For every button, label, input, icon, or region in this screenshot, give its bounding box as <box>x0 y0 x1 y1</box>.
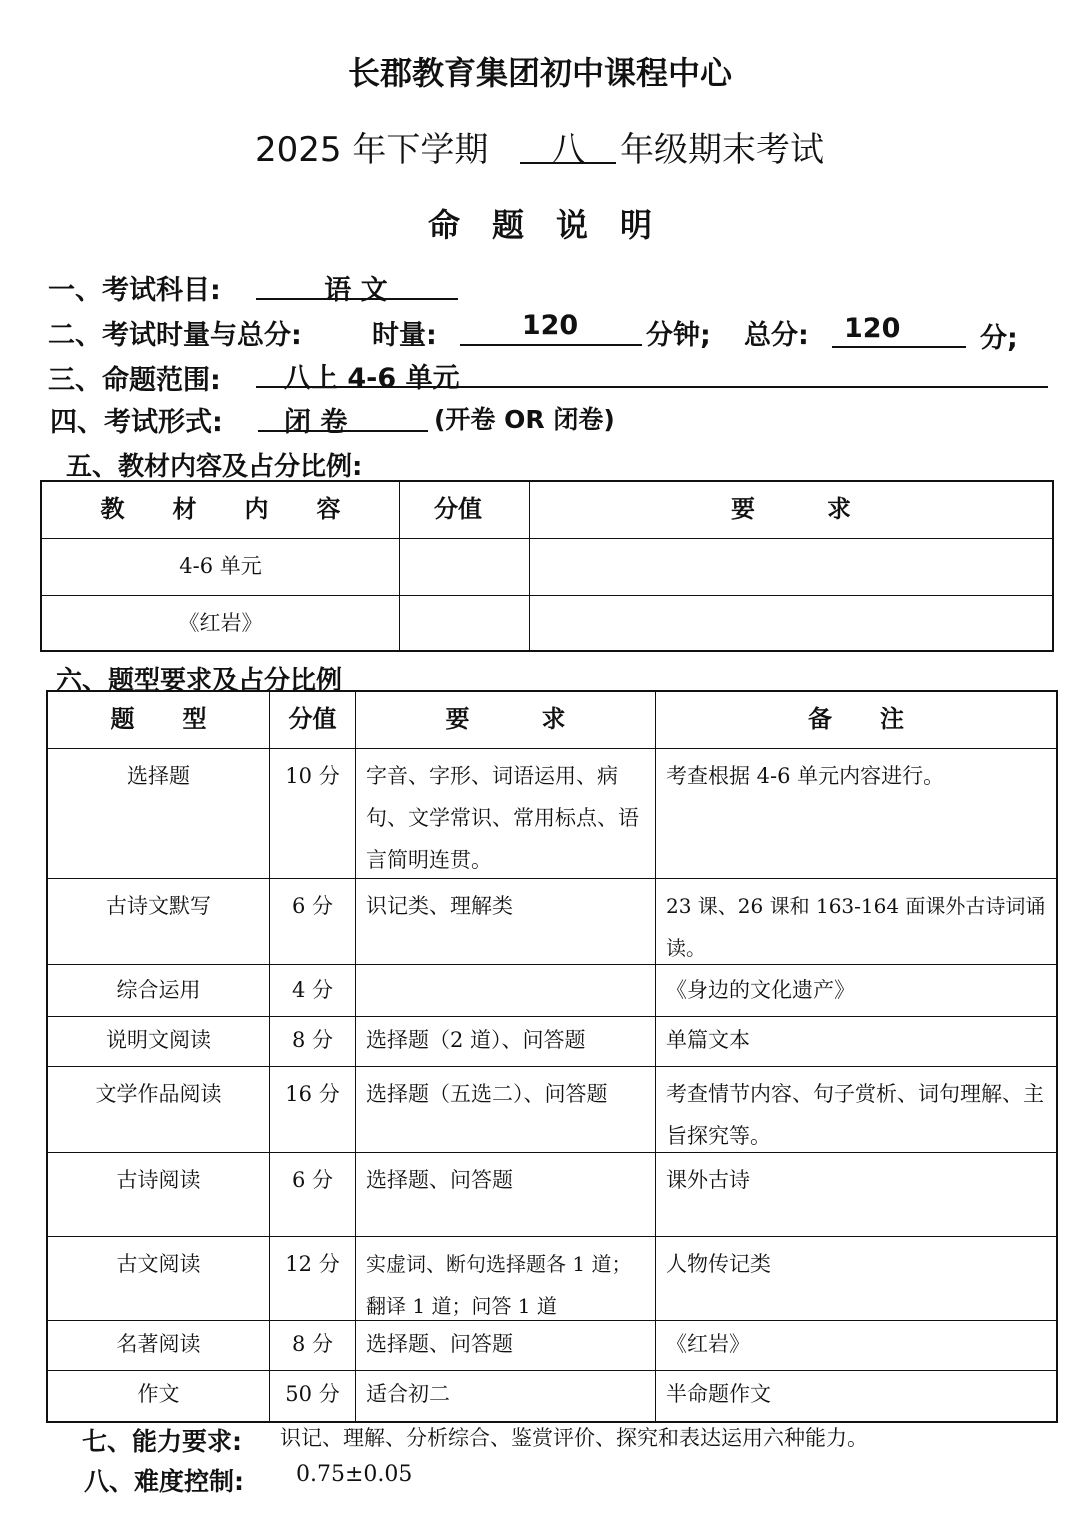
scope-label: 三、命题范围: <box>48 365 221 396</box>
ability-text: 识记、理解、分析综合、鉴赏评价、探究和表达运用六种能力。 <box>280 1426 868 1450</box>
row-requirement: 实虚词、断句选择题各 1 道；翻译 1 道；问答 1 道 <box>356 1237 656 1320</box>
total-value: 120 <box>844 313 901 344</box>
form-note: (开卷 OR 闭卷) <box>434 405 615 434</box>
score-unit: 分; <box>980 323 1018 354</box>
duration-value: 120 <box>521 310 579 341</box>
question-table-header <box>48 692 1056 749</box>
row-content: 《红岩》 <box>42 596 400 650</box>
header-score: 分值 <box>270 692 356 748</box>
row-score: 10 分 <box>270 749 356 878</box>
row-requirement <box>530 539 1052 595</box>
duration-underline <box>460 344 642 346</box>
grade-value: 八 <box>551 130 585 170</box>
row-note: 半命题作文 <box>666 1382 771 1406</box>
form-value: 闭 卷 <box>284 407 348 438</box>
table-row <box>48 1017 1056 1067</box>
header-requirement: 要 求 <box>356 692 656 748</box>
table-row <box>48 1153 1056 1237</box>
subject-underline <box>256 298 458 300</box>
row-type: 综合运用 <box>48 965 270 1016</box>
minutes-unit: 分钟; <box>646 320 711 351</box>
row-note: 《红岩》 <box>666 1332 750 1356</box>
table-row <box>48 749 1056 879</box>
row-requirement: 适合初二 <box>356 1371 656 1421</box>
table-row <box>48 965 1056 1017</box>
row-note: 人物传记类 <box>666 1252 771 1276</box>
content-table-header <box>42 482 1052 539</box>
table-row <box>48 879 1056 965</box>
row-type: 文学作品阅读 <box>48 1067 270 1152</box>
row-note: 考查情节内容、句子赏析、词句理解、主旨探究等。 <box>666 1082 1044 1148</box>
row-note: 23 课、26 课和 163-164 面课外古诗词诵读。 <box>666 894 1046 960</box>
table-row <box>48 1371 1056 1421</box>
row-score: 4 分 <box>270 965 356 1016</box>
table-row <box>48 1237 1056 1321</box>
scope-value: 八上 4-6 单元 <box>284 363 460 394</box>
content-table <box>40 480 1054 652</box>
section5-title: 五、教材内容及占分比例: <box>66 452 363 482</box>
row-requirement: 选择题、问答题 <box>356 1153 656 1236</box>
row-type: 选择题 <box>48 749 270 878</box>
header-score: 分值 <box>400 482 530 538</box>
row-note: 课外古诗 <box>666 1168 750 1192</box>
time-label: 二、考试时量与总分: <box>48 320 302 351</box>
duration-label: 时量: <box>372 320 437 351</box>
row-type: 古文阅读 <box>48 1237 270 1320</box>
subject-value: 语 文 <box>324 275 388 306</box>
table-row <box>48 1067 1056 1153</box>
row-requirement: 字音、字形、词语运用、病句、文学常识、常用标点、语言简明连贯。 <box>356 749 656 878</box>
row-score: 12 分 <box>270 1237 356 1320</box>
row-requirement: 识记类、理解类 <box>356 879 656 964</box>
row-type: 名著阅读 <box>48 1321 270 1370</box>
row-requirement <box>530 596 1052 650</box>
row-score <box>400 596 530 650</box>
question-type-table <box>46 690 1058 1423</box>
difficulty-label: 八、难度控制: <box>84 1467 244 1496</box>
form-label: 四、考试形式: <box>50 407 223 438</box>
exam-prefix: 2025 年下学期 <box>255 130 489 170</box>
doc-title: 命 题 说 明 <box>427 206 652 244</box>
row-type: 作文 <box>48 1371 270 1421</box>
header-content: 教 材 内 容 <box>42 482 400 538</box>
header-requirement: 要 求 <box>731 495 851 523</box>
ability-label: 七、能力要求: <box>82 1427 242 1456</box>
table-row <box>48 1321 1056 1371</box>
exam-suffix: 年级期末考试 <box>620 130 824 170</box>
row-note: 《身边的文化遗产》 <box>666 978 855 1002</box>
row-score: 50 分 <box>270 1371 356 1421</box>
form-underline <box>258 430 428 432</box>
subject-label: 一、考试科目: <box>48 275 221 306</box>
scope-underline <box>256 386 1048 388</box>
row-score: 6 分 <box>270 1153 356 1236</box>
total-underline <box>832 346 966 348</box>
table-row <box>42 596 1052 650</box>
org-title: 长郡教育集团初中课程中心 <box>347 54 732 92</box>
row-score <box>400 539 530 595</box>
row-score: 8 分 <box>270 1017 356 1066</box>
header-note: 备 注 <box>808 705 904 733</box>
row-score: 16 分 <box>270 1067 356 1152</box>
row-type: 说明文阅读 <box>48 1017 270 1066</box>
row-type: 古诗阅读 <box>48 1153 270 1236</box>
table-row <box>42 539 1052 596</box>
row-note: 单篇文本 <box>666 1028 750 1052</box>
difficulty-text: 0.75±0.05 <box>296 1462 413 1487</box>
grade-underline <box>520 162 616 164</box>
row-requirement <box>356 965 656 1016</box>
section6-title: 六、题型要求及占分比例 <box>56 666 343 696</box>
row-note: 考查根据 4-6 单元内容进行。 <box>666 764 945 788</box>
total-label: 总分: <box>744 320 809 351</box>
row-requirement: 选择题（2 道）、问答题 <box>356 1017 656 1066</box>
row-score: 6 分 <box>270 879 356 964</box>
row-score: 8 分 <box>270 1321 356 1370</box>
row-requirement: 选择题（五选二）、问答题 <box>356 1067 656 1152</box>
header-type: 题 型 <box>48 692 270 748</box>
row-type: 古诗文默写 <box>48 879 270 964</box>
row-content: 4-6 单元 <box>42 539 400 595</box>
row-requirement: 选择题、问答题 <box>356 1321 656 1370</box>
